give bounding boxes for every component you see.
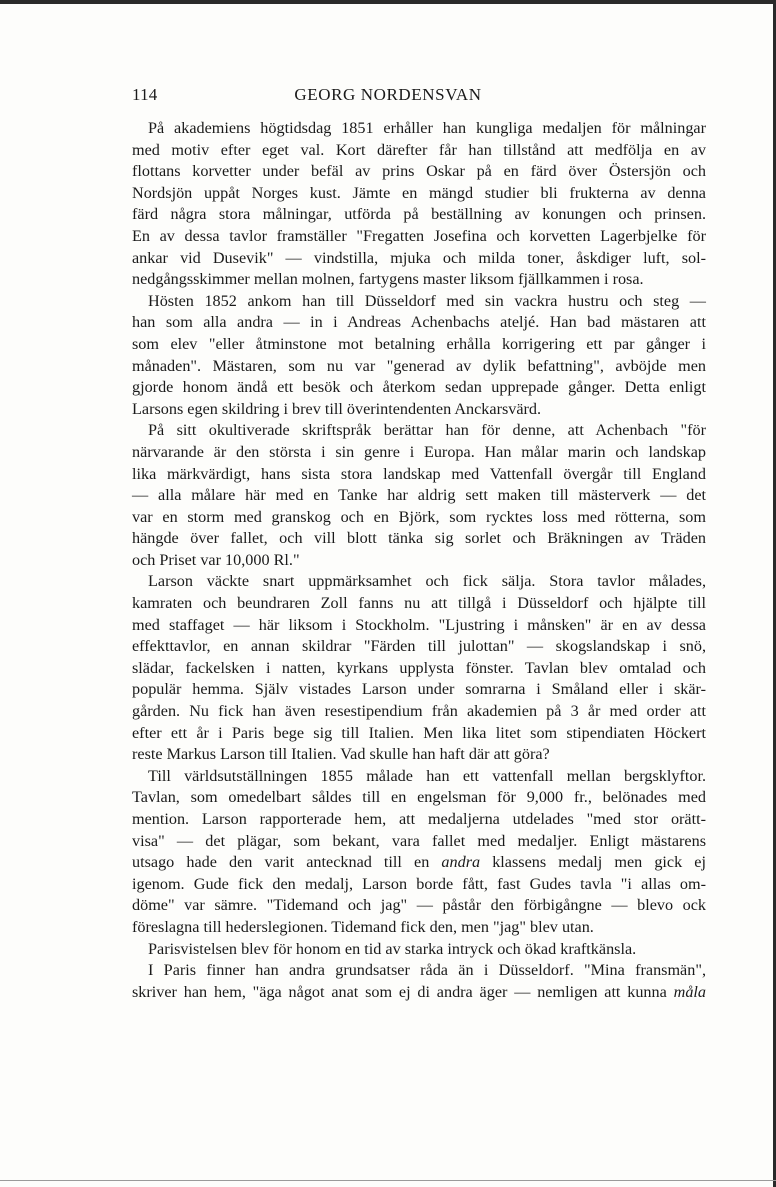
text-line: visa" — det plägar, som bekant, vara fallet med medaljer. Enligt mästarens [132, 831, 706, 850]
text-line: efter ett år i Paris bege sig till Italien. Men lika litet som stipendiaten Höckert [132, 723, 706, 742]
text-line: närvarande är den största i sin genre i Europa. Han målar marin och landskap [132, 442, 706, 461]
page-number: 114 [132, 85, 158, 104]
text-line: På akademiens högtidsdag 1851 erhåller han kungliga medaljen för målningar [148, 119, 706, 137]
text-line: som elev "eller åtminstone mot betalning erhålla korrigering ett par gånger i [132, 334, 706, 353]
text-line: Larsons egen skildring i brev till överintendenten Anckarsvärd. [132, 399, 542, 418]
text-line: gården. Nu fick han även resestipendium från akademien på 3 år med order att [132, 702, 706, 721]
text-line: kamraten och beundraren Zoll fanns nu att tillgå i Düsseldorf och hjälpte till [132, 594, 706, 613]
text-line: Hösten 1852 ankom han till Düsseldorf med sin vackra hustru och steg — [148, 291, 706, 310]
text-line: En av dessa tavlor framställer "Fregatten Josefina och korvetten Lagerbjelke för [132, 226, 706, 245]
text-line: — alla målare här med en Tanke har aldrig sett maken till mästerverk — det [132, 486, 706, 505]
text-line: var en storm med granskog och en Björk, som rycktes loss med rötterna, som [132, 507, 706, 526]
text-line: Tavlan, som omedelbart såldes till en engelsman för 9,000 fr., belönades med [132, 788, 706, 807]
text-line: månaden". Mästaren, som nu var "generad av dylik befattning", avböjde men [132, 356, 706, 375]
text-line: med staffaget — här liksom i Stockholm. "Ljustring i månsken" är en av dessa [132, 615, 706, 634]
text-line: färd några stora målningar, utförda på beställning av konungen och prinsen. [132, 205, 706, 224]
text-line: skriver han hem, "äga något anat som ej di andra äger — nemligen att kunna måla [132, 982, 706, 1001]
running-title: GEORG NORDENSVAN [294, 85, 482, 104]
text-line: flottans korvetter under befäl av prins Oskar på en färd över Östersjön och [132, 162, 706, 181]
text-line: döme" var sämre. "Tidemand och jag" — påstår den förbigångne — blevo ock [132, 896, 706, 915]
text-line: slädar, fackelsken i natten, kyrkans upplysta fönster. Tavlan blev omtalad och [132, 658, 706, 677]
text-line: lika märkvärdigt, hans sista stora landskap med Vattenfall övergår till England [132, 464, 706, 483]
text-line: Nordsjön uppåt Norges kust. Jämte en mängd studier bli frukterna av denna [132, 183, 706, 202]
text-line: Till världsutställningen 1855 målade han ett vattenfall mellan bergsklyftor. [148, 766, 706, 785]
text-line: ankar vid Dusevik" — vindstilla, mjuka och milda toner, åskdiger luft, sol- [132, 248, 706, 267]
text-line: och Priset var 10,000 Rl." [132, 550, 300, 569]
text-line: På sitt okultiverade skriftspråk berättar han för denne, att Achenbach "för [148, 421, 706, 440]
text-line: mention. Larson rapporterade hem, att medaljerna utdelades "med stor orätt- [132, 810, 706, 828]
text-line: nedgångsskimmer mellan molnen, fartygens master liksom fjällkammen i rosa. [132, 270, 644, 289]
text-line: hängde över fallet, och vill blott tänka sig sorlet och Bräkningen av Träden [132, 529, 706, 548]
body-text [132, 118, 706, 1003]
text-line: I Paris finner han andra grundsatser råda än i Düsseldorf. "Mina fransmän", [148, 961, 706, 980]
text-line: med motiv efter eget val. Kort därefter får han tillstånd att medfölja en av [132, 140, 706, 159]
text-line: han som alla andra — in i Andreas Achenbachs ateljé. Han bad mästaren att [132, 313, 706, 332]
text-line: Parisvistelsen blev för honom en tid av starka intryck och ökad kraftkänsla. [148, 939, 637, 958]
text-line: effekttavlor, en annan skildrar "Färden till julottan" — skogslandskap i snö, [132, 637, 706, 656]
text-line: gjorde honom ändå ett besök och återkom sedan upprepade gånger. Detta enligt [132, 378, 706, 397]
text-line: föreslagna till hederslegionen. Tidemand fick den, men "jag" blev utan. [132, 917, 594, 936]
text-line: utsago hade den varit antecknad till en andra klassens medalj men gick ej [132, 853, 706, 872]
text-line: reste Markus Larson till Italien. Vad skulle han haft där att göra? [132, 745, 550, 764]
text-line: igenom. Gude fick den medalj, Larson borde fått, fast Gudes tavla "i allas om- [132, 874, 706, 893]
text-line: Larson väckte snart uppmärksamhet och fick sälja. Stora tavlor målades, [148, 572, 706, 591]
top-edge-rule [0, 0, 776, 4]
text-line: populär hemma. Själv vistades Larson under somrarna i Småland eller i skär- [132, 680, 706, 699]
bottom-edge-rule [0, 1180, 776, 1181]
